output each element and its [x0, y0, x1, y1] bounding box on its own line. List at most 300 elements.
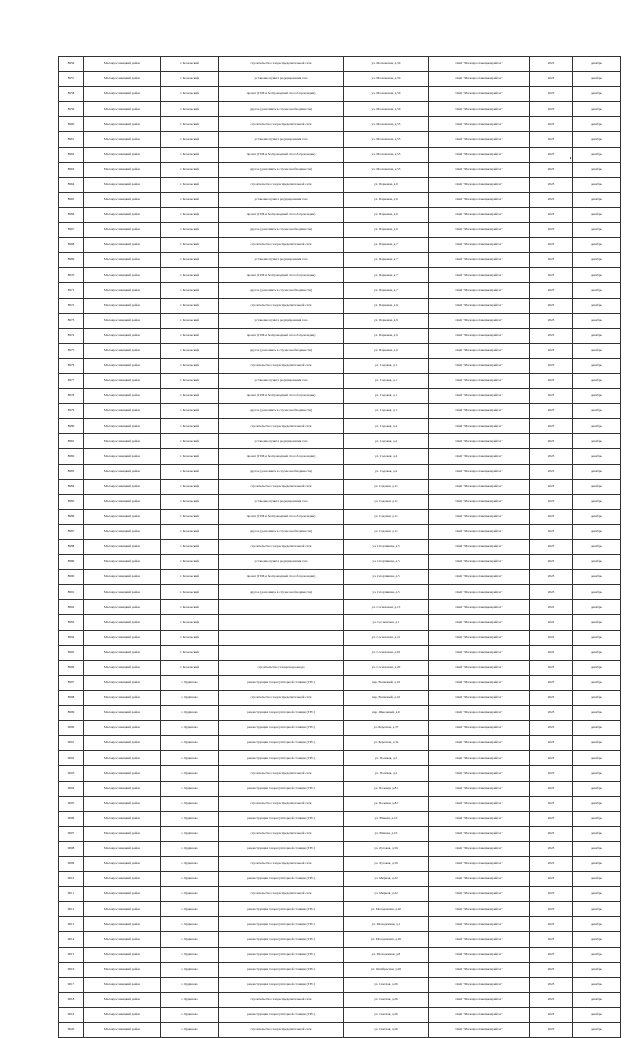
- table-row: [59, 902, 621, 917]
- locality-cell: с. Кудиново: [161, 841, 219, 856]
- district-cell: Малоярославецкий район: [84, 1023, 161, 1038]
- year-cell: 2023: [530, 162, 573, 177]
- work-type-cell: строительство газораспределительной сети: [219, 796, 344, 811]
- locality-cell: г. Козельский: [161, 147, 219, 162]
- address-cell: ул. Полевая, д.81: [344, 781, 429, 796]
- district-cell: Малоярославецкий район: [84, 736, 161, 751]
- work-type-cell: установка пункта редуцирования газа: [219, 313, 344, 328]
- year-cell: 2023: [530, 856, 573, 871]
- month-cell: декабрь: [573, 992, 621, 1007]
- locality-cell: г. Козельский: [161, 87, 219, 102]
- year-cell: 2023: [530, 57, 573, 72]
- locality-cell: г. Козельский: [161, 494, 219, 509]
- table-row: [59, 238, 621, 253]
- locality-cell: г. Козельский: [161, 600, 219, 615]
- locality-cell: г. Козельский: [161, 434, 219, 449]
- organization-cell: ОАО "Малоярославецмежрайгаз": [429, 917, 530, 932]
- district-cell: Малоярославецкий район: [84, 57, 161, 72]
- organization-cell: ОАО "Малоярославецмежрайгаз": [429, 283, 530, 298]
- locality-cell: г. Козельский: [161, 177, 219, 192]
- year-cell: 2023: [530, 555, 573, 570]
- year-cell: 2023: [530, 464, 573, 479]
- table-row: [59, 404, 621, 419]
- row-number-cell: 8999: [59, 706, 84, 721]
- table-row: [59, 540, 621, 555]
- locality-cell: г. Козельский: [161, 57, 219, 72]
- work-type-cell: другое (дополнить в случае необходимости): [219, 162, 344, 177]
- address-cell: ул. Молодежная, д.1: [344, 917, 429, 932]
- locality-cell: г. Козельский: [161, 464, 219, 479]
- organization-cell: ОАО "Малоярославецмежрайгаз": [429, 781, 530, 796]
- row-number-cell: 8979: [59, 404, 84, 419]
- district-cell: Малоярославецкий район: [84, 373, 161, 388]
- organization-cell: ОАО "Малоярославецмежрайгаз": [429, 660, 530, 675]
- year-cell: 2023: [530, 706, 573, 721]
- locality-cell: г. Козельский: [161, 192, 219, 207]
- month-cell: декабрь: [573, 706, 621, 721]
- row-number-cell: 8963: [59, 162, 84, 177]
- table-row: [59, 1007, 621, 1022]
- work-type-cell: установка пункта редуцирования газа: [219, 253, 344, 268]
- address-cell: ул. Сосновская, д.21: [344, 630, 429, 645]
- month-cell: декабрь: [573, 902, 621, 917]
- locality-cell: с. Кудиново: [161, 872, 219, 887]
- district-cell: Малоярославецкий район: [84, 223, 161, 238]
- work-type-cell: реконструкция газорегуляторной станции (ГРС): [219, 841, 344, 856]
- row-number-cell: 9020: [59, 1023, 84, 1038]
- work-type-cell: реконструкция газорегуляторной станции (ГРС): [219, 917, 344, 932]
- organization-cell: ОАО "Малоярославецмежрайгаз": [429, 494, 530, 509]
- month-cell: декабрь: [573, 766, 621, 781]
- locality-cell: г. Козельский: [161, 570, 219, 585]
- month-cell: декабрь: [573, 389, 621, 404]
- row-number-cell: 8967: [59, 223, 84, 238]
- address-cell: ул. Светлая, д.26: [344, 1007, 429, 1022]
- address-cell: ул. Садовая, д.11: [344, 494, 429, 509]
- row-number-cell: 8976: [59, 358, 84, 373]
- address-cell: ул. Садовая, д.4: [344, 464, 429, 479]
- month-cell: декабрь: [573, 781, 621, 796]
- month-cell: декабрь: [573, 887, 621, 902]
- row-number-cell: 9001: [59, 736, 84, 751]
- district-cell: Малоярославецкий район: [84, 1007, 161, 1022]
- address-cell: ул. Московская, д.50: [344, 102, 429, 117]
- month-cell: декабрь: [573, 615, 621, 630]
- organization-cell: ОАО "Малоярославецмежрайгаз": [429, 826, 530, 841]
- organization-cell: ОАО "Малоярославецмежрайгаз": [429, 570, 530, 585]
- locality-cell: с. Кудиново: [161, 917, 219, 932]
- address-cell: ул. Парковая, д.9: [344, 298, 429, 313]
- table-row: [59, 600, 621, 615]
- row-number-cell: 8982: [59, 449, 84, 464]
- row-number-cell: 8968: [59, 238, 84, 253]
- address-cell: ул. Садовая, д.11: [344, 479, 429, 494]
- district-cell: Малоярославецкий район: [84, 389, 161, 404]
- organization-cell: ОАО "Малоярославецмежрайгаз": [429, 1007, 530, 1022]
- district-cell: Малоярославецкий район: [84, 826, 161, 841]
- work-type-cell: установка пункта редуцирования газа: [219, 192, 344, 207]
- organization-cell: ОАО "Малоярославецмежрайгаз": [429, 615, 530, 630]
- locality-cell: г. Козельский: [161, 660, 219, 675]
- month-cell: декабрь: [573, 298, 621, 313]
- work-type-cell: другое (дополнить в случае необходимости): [219, 283, 344, 298]
- district-cell: Малоярославецкий район: [84, 177, 161, 192]
- work-type-cell: строительство газораспределительной сети: [219, 57, 344, 72]
- month-cell: декабрь: [573, 736, 621, 751]
- table-row: [59, 479, 621, 494]
- month-cell: декабрь: [573, 192, 621, 207]
- locality-cell: с. Кудиново: [161, 736, 219, 751]
- address-cell: ул. Светлая, д.26: [344, 992, 429, 1007]
- row-number-cell: 8983: [59, 464, 84, 479]
- row-number-cell: 8970: [59, 268, 84, 283]
- month-cell: декабрь: [573, 494, 621, 509]
- district-cell: Малоярославецкий район: [84, 147, 161, 162]
- organization-cell: ОАО "Малоярославецмежрайгаз": [429, 524, 530, 539]
- month-cell: декабрь: [573, 313, 621, 328]
- table-row: [59, 721, 621, 736]
- locality-cell: г. Козельский: [161, 162, 219, 177]
- organization-cell: ОАО "Малоярославецмежрайгаз": [429, 841, 530, 856]
- work-type-cell: установка пункта редуцирования газа: [219, 494, 344, 509]
- year-cell: 2023: [530, 358, 573, 373]
- district-cell: Малоярославецкий район: [84, 313, 161, 328]
- work-type-cell: установка пункта редуцирования газа: [219, 434, 344, 449]
- organization-cell: ОАО "Малоярославецмежрайгаз": [429, 992, 530, 1007]
- month-cell: декабрь: [573, 585, 621, 600]
- row-number-cell: 9018: [59, 992, 84, 1007]
- district-cell: Малоярославецкий район: [84, 207, 161, 222]
- district-cell: Малоярославецкий район: [84, 721, 161, 736]
- month-cell: декабрь: [573, 690, 621, 705]
- address-cell: ул. Полевая, д.2: [344, 751, 429, 766]
- organization-cell: ОАО "Малоярославецмежрайгаз": [429, 389, 530, 404]
- table-row: [59, 962, 621, 977]
- row-number-cell: 8965: [59, 192, 84, 207]
- work-type-cell: реконструкция газорегуляторной станции (ГРС): [219, 932, 344, 947]
- address-cell: ул. Московская, д.50: [344, 72, 429, 87]
- row-number-cell: 9004: [59, 781, 84, 796]
- organization-cell: ОАО "Малоярославецмежрайгаз": [429, 977, 530, 992]
- row-number-cell: 9013: [59, 917, 84, 932]
- table-row: [59, 268, 621, 283]
- month-cell: декабрь: [573, 947, 621, 962]
- month-cell: декабрь: [573, 223, 621, 238]
- table-row: [59, 283, 621, 298]
- year-cell: 2023: [530, 72, 573, 87]
- year-cell: 2023: [530, 962, 573, 977]
- district-cell: Малоярославецкий район: [84, 449, 161, 464]
- organization-cell: ОАО "Малоярославецмежрайгаз": [429, 675, 530, 690]
- address-cell: ул. Сосновская, д.81: [344, 645, 429, 660]
- organization-cell: ОАО "Малоярославецмежрайгаз": [429, 630, 530, 645]
- row-number-cell: 8986: [59, 509, 84, 524]
- organization-cell: ОАО "Малоярославецмежрайгаз": [429, 343, 530, 358]
- year-cell: 2023: [530, 872, 573, 887]
- locality-cell: г. Козельский: [161, 630, 219, 645]
- row-number-cell: 9005: [59, 796, 84, 811]
- row-number-cell: 8957: [59, 72, 84, 87]
- work-type-cell: строительство газораспределительной сети: [219, 690, 344, 705]
- district-cell: Малоярославецкий район: [84, 690, 161, 705]
- work-type-cell: реконструкция газорегуляторной станции (ГРС): [219, 751, 344, 766]
- locality-cell: г. Козельский: [161, 253, 219, 268]
- address-cell: ул. Парковая, д.6: [344, 192, 429, 207]
- work-type-cell: установка пункта редуцирования газа: [219, 373, 344, 388]
- work-type-cell: [219, 645, 344, 660]
- row-number-cell: 9002: [59, 751, 84, 766]
- row-number-cell: 8991: [59, 585, 84, 600]
- address-cell: ул. Садовая, д.4: [344, 434, 429, 449]
- address-cell: ул. Спортивная, д.5: [344, 585, 429, 600]
- locality-cell: г. Козельский: [161, 524, 219, 539]
- address-cell: пер. Волковый, д.16: [344, 690, 429, 705]
- work-type-cell: строительство газораспределительной сети: [219, 826, 344, 841]
- year-cell: 2023: [530, 147, 573, 162]
- organization-cell: ОАО "Малоярославецмежрайгаз": [429, 192, 530, 207]
- district-cell: Малоярославецкий район: [84, 947, 161, 962]
- month-cell: декабрь: [573, 419, 621, 434]
- locality-cell: г. Козельский: [161, 72, 219, 87]
- work-type-cell: другое (дополнить в случае необходимости): [219, 102, 344, 117]
- table-row: [59, 706, 621, 721]
- row-number-cell: 9003: [59, 766, 84, 781]
- table-row: [59, 811, 621, 826]
- work-type-cell: реконструкция газорегуляторной станции (ГРС): [219, 947, 344, 962]
- table-row: [59, 343, 621, 358]
- work-type-cell: реконструкция газорегуляторной станции (ГРС): [219, 721, 344, 736]
- address-cell: ул. Парковая, д.7: [344, 238, 429, 253]
- work-type-cell: строительство газораспределительной сети: [219, 540, 344, 555]
- work-type-cell: строительство газораспределительной сети: [219, 887, 344, 902]
- year-cell: 2023: [530, 449, 573, 464]
- district-cell: Малоярославецкий район: [84, 751, 161, 766]
- year-cell: 2023: [530, 117, 573, 132]
- table-row: [59, 192, 621, 207]
- organization-cell: ОАО "Малоярославецмежрайгаз": [429, 87, 530, 102]
- month-cell: декабрь: [573, 479, 621, 494]
- row-number-cell: 8985: [59, 494, 84, 509]
- table-row: [59, 630, 621, 645]
- organization-cell: ОАО "Малоярославецмежрайгаз": [429, 404, 530, 419]
- year-cell: 2023: [530, 389, 573, 404]
- year-cell: 2023: [530, 1007, 573, 1022]
- address-cell: ул. Октябрьская, д.28: [344, 962, 429, 977]
- district-cell: Малоярославецкий район: [84, 585, 161, 600]
- work-type-cell: проект (ГПБ и беспроводный способ прокладки): [219, 147, 344, 162]
- district-cell: Малоярославецкий район: [84, 117, 161, 132]
- district-cell: Малоярославецкий район: [84, 932, 161, 947]
- year-cell: 2023: [530, 751, 573, 766]
- year-cell: 2023: [530, 690, 573, 705]
- table-row: [59, 313, 621, 328]
- address-cell: ул. Полевая, д.2: [344, 766, 429, 781]
- work-type-cell: установка пункта редуцирования газа: [219, 132, 344, 147]
- address-cell: ул. Луговая, д.56: [344, 841, 429, 856]
- address-cell: ул. Светлая, д.26: [344, 1023, 429, 1038]
- row-number-cell: 9015: [59, 947, 84, 962]
- address-cell: ул. Парковая, д.9: [344, 328, 429, 343]
- address-cell: ул. Спортивная, д.5: [344, 555, 429, 570]
- year-cell: 2023: [530, 766, 573, 781]
- row-number-cell: 8962: [59, 147, 84, 162]
- organization-cell: ОАО "Малоярославецмежрайгаз": [429, 509, 530, 524]
- year-cell: 2023: [530, 494, 573, 509]
- year-cell: 2023: [530, 1023, 573, 1038]
- table-row: [59, 132, 621, 147]
- row-number-cell: 8964: [59, 177, 84, 192]
- row-number-cell: 9000: [59, 721, 84, 736]
- table-row: [59, 162, 621, 177]
- locality-cell: с. Кудиново: [161, 781, 219, 796]
- district-cell: Малоярославецкий район: [84, 660, 161, 675]
- locality-cell: г. Козельский: [161, 343, 219, 358]
- row-number-cell: 8969: [59, 253, 84, 268]
- organization-cell: ОАО "Малоярославецмежрайгаз": [429, 796, 530, 811]
- table-row: [59, 494, 621, 509]
- organization-cell: ОАО "Малоярославецмежрайгаз": [429, 358, 530, 373]
- locality-cell: г. Козельский: [161, 223, 219, 238]
- locality-cell: г. Козельский: [161, 238, 219, 253]
- table-row: [59, 917, 621, 932]
- table-row: [59, 449, 621, 464]
- address-cell: пер. Волковый, д.16: [344, 675, 429, 690]
- address-cell: ул. Мирная, д.22: [344, 887, 429, 902]
- locality-cell: с. Кудиново: [161, 675, 219, 690]
- work-type-cell: реконструкция газорегуляторной станции (ГРС): [219, 675, 344, 690]
- work-type-cell: проект (ГПБ и беспроводный способ прокладки): [219, 389, 344, 404]
- table-row: [59, 872, 621, 887]
- district-cell: Малоярославецкий район: [84, 72, 161, 87]
- locality-cell: с. Кудиново: [161, 690, 219, 705]
- year-cell: 2023: [530, 87, 573, 102]
- row-number-cell: 9017: [59, 977, 84, 992]
- address-cell: ул. Полевая, д.81: [344, 796, 429, 811]
- address-cell: ул. Светлая, д.26: [344, 977, 429, 992]
- district-cell: Малоярославецкий район: [84, 434, 161, 449]
- organization-cell: ОАО "Малоярославецмежрайгаз": [429, 238, 530, 253]
- month-cell: декабрь: [573, 917, 621, 932]
- organization-cell: ОАО "Малоярославецмежрайгаз": [429, 690, 530, 705]
- year-cell: 2023: [530, 811, 573, 826]
- work-type-cell: реконструкция газорегуляторной станции (ГРС): [219, 902, 344, 917]
- table-row: [59, 615, 621, 630]
- row-number-cell: 9012: [59, 902, 84, 917]
- year-cell: 2023: [530, 796, 573, 811]
- table-row: [59, 1023, 621, 1038]
- organization-cell: ОАО "Малоярославецмежрайгаз": [429, 932, 530, 947]
- month-cell: декабрь: [573, 177, 621, 192]
- district-cell: Малоярославецкий район: [84, 132, 161, 147]
- table-row: [59, 358, 621, 373]
- month-cell: декабрь: [573, 328, 621, 343]
- year-cell: 2023: [530, 283, 573, 298]
- row-number-cell: 8961: [59, 132, 84, 147]
- district-cell: Малоярославецкий район: [84, 570, 161, 585]
- locality-cell: г. Козельский: [161, 298, 219, 313]
- row-number-cell: 9008: [59, 841, 84, 856]
- address-cell: ул. Московская, д.55: [344, 147, 429, 162]
- organization-cell: ОАО "Малоярославецмежрайгаз": [429, 555, 530, 570]
- row-number-cell: 8972: [59, 298, 84, 313]
- year-cell: 2023: [530, 298, 573, 313]
- organization-cell: ОАО "Малоярославецмежрайгаз": [429, 268, 530, 283]
- district-cell: Малоярославецкий район: [84, 87, 161, 102]
- organization-cell: ОАО "Малоярославецмежрайгаз": [429, 57, 530, 72]
- row-number-cell: 8994: [59, 630, 84, 645]
- district-cell: Малоярославецкий район: [84, 811, 161, 826]
- month-cell: декабрь: [573, 796, 621, 811]
- address-cell: ул. Парковая, д.7: [344, 253, 429, 268]
- work-type-cell: другое (дополнить в случае необходимости): [219, 404, 344, 419]
- locality-cell: г. Козельский: [161, 615, 219, 630]
- table-row: [59, 434, 621, 449]
- address-cell: ул. Садовая, д.1: [344, 373, 429, 388]
- work-type-cell: проект (ГПБ и беспроводный способ прокладки): [219, 87, 344, 102]
- address-cell: ул. Садовая, д.1: [344, 358, 429, 373]
- address-cell: ул. Спортивная, д.5: [344, 540, 429, 555]
- row-number-cell: 9016: [59, 962, 84, 977]
- year-cell: 2023: [530, 192, 573, 207]
- month-cell: декабрь: [573, 872, 621, 887]
- month-cell: декабрь: [573, 72, 621, 87]
- locality-cell: г. Козельский: [161, 358, 219, 373]
- locality-cell: с. Кудиново: [161, 1007, 219, 1022]
- address-cell: ул. Парковая, д.6: [344, 177, 429, 192]
- work-type-cell: реконструкция газорегуляторной станции (ГРС): [219, 706, 344, 721]
- locality-cell: с. Кудиново: [161, 826, 219, 841]
- work-type-cell: реконструкция газорегуляторной станции (ГРС): [219, 811, 344, 826]
- district-cell: Малоярославецкий район: [84, 675, 161, 690]
- organization-cell: ОАО "Малоярославецмежрайгаз": [429, 162, 530, 177]
- locality-cell: г. Козельский: [161, 132, 219, 147]
- month-cell: декабрь: [573, 1007, 621, 1022]
- table-row: [59, 932, 621, 947]
- locality-cell: с. Кудиново: [161, 887, 219, 902]
- locality-cell: г. Козельский: [161, 207, 219, 222]
- year-cell: 2023: [530, 373, 573, 388]
- work-type-cell: другое (дополнить в случае необходимости): [219, 343, 344, 358]
- organization-cell: ОАО "Малоярославецмежрайгаз": [429, 313, 530, 328]
- address-cell: ул. Парковая, д.9: [344, 343, 429, 358]
- scan-mark: [570, 157, 571, 159]
- month-cell: декабрь: [573, 102, 621, 117]
- month-cell: декабрь: [573, 751, 621, 766]
- district-cell: Малоярославецкий район: [84, 902, 161, 917]
- table-row: [59, 977, 621, 992]
- row-number-cell: 8990: [59, 570, 84, 585]
- year-cell: 2023: [530, 177, 573, 192]
- table-row: [59, 736, 621, 751]
- address-cell: ул. Молодежная, д.8: [344, 947, 429, 962]
- row-number-cell: 8960: [59, 117, 84, 132]
- locality-cell: с. Кудиново: [161, 992, 219, 1007]
- row-number-cell: 8993: [59, 615, 84, 630]
- month-cell: декабрь: [573, 630, 621, 645]
- month-cell: декабрь: [573, 162, 621, 177]
- district-cell: Малоярославецкий район: [84, 419, 161, 434]
- month-cell: декабрь: [573, 645, 621, 660]
- table-row: [59, 570, 621, 585]
- table-row: [59, 102, 621, 117]
- table-row: [59, 117, 621, 132]
- table-row: [59, 207, 621, 222]
- table-row: [59, 796, 621, 811]
- locality-cell: г. Козельский: [161, 117, 219, 132]
- district-cell: Малоярославецкий район: [84, 192, 161, 207]
- month-cell: декабрь: [573, 524, 621, 539]
- year-cell: 2023: [530, 585, 573, 600]
